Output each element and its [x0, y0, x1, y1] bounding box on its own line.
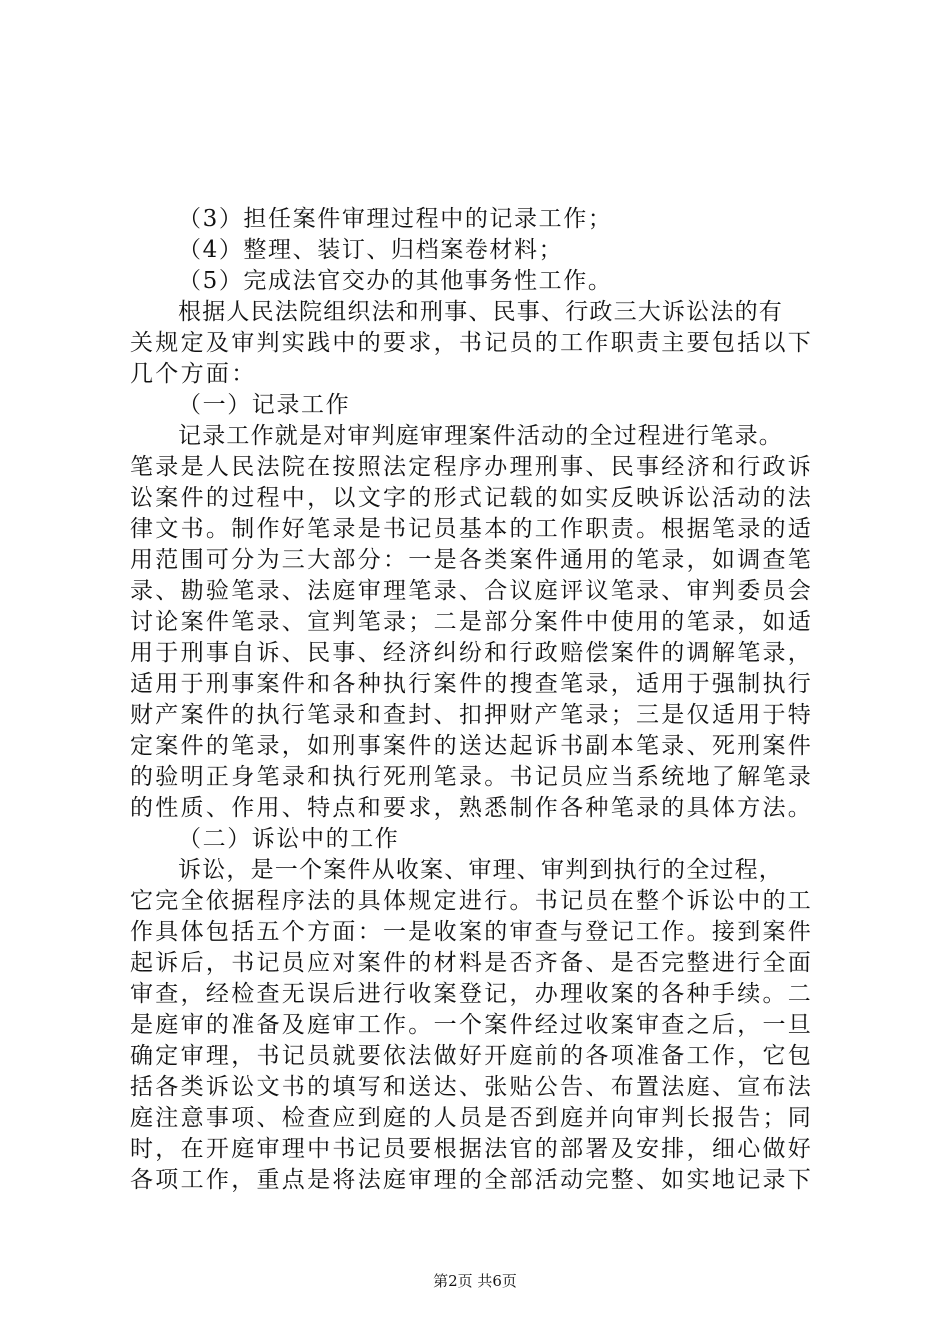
paragraph-line: 起诉后，书记员应对案件的材料是否齐备、是否完整进行全面 — [130, 950, 814, 976]
paragraph-line: 记录工作就是对审判庭审理案件活动的全过程进行笔录。 — [178, 423, 783, 449]
paragraph-line: 确定审理，书记员就要依法做好开庭前的各项准备工作，它包 — [130, 1043, 814, 1069]
paragraph-line: 是庭审的准备及庭审工作。一个案件经过收案审查之后，一旦 — [130, 1012, 814, 1038]
list-item-5: （5）完成法官交办的其他事务性工作。 — [178, 268, 613, 294]
paragraph-line: 时，在开庭审理中书记员要根据法官的部署及安排，细心做好 — [130, 1136, 814, 1162]
paragraph-line: 用范围可分为三大部分：一是各类案件通用的笔录，如调查笔 — [130, 547, 814, 573]
paragraph-line: 几个方面： — [130, 361, 257, 387]
document-body — [130, 204, 830, 1196]
paragraph-line: 审查，经检查无误后进行收案登记，办理收案的各种手续。二 — [130, 981, 814, 1007]
paragraph-line: 关规定及审判实践中的要求，书记员的工作职责主要包括以下 — [130, 330, 814, 356]
paragraph-line: 它完全依据程序法的具体规定进行。书记员在整个诉讼中的工 — [130, 888, 814, 914]
paragraph-line: 财产案件的执行笔录和查封、扣押财产笔录；三是仅适用于特 — [130, 702, 814, 728]
paragraph-line: 根据人民法院组织法和刑事、民事、行政三大诉讼法的有 — [178, 299, 783, 325]
paragraph-line: 讼案件的过程中，以文字的形式记载的如实反映诉讼活动的法 — [130, 485, 814, 511]
paragraph-line: 的性质、作用、特点和要求，熟悉制作各种笔录的具体方法。 — [130, 795, 814, 821]
paragraph-line: 定案件的笔录，如刑事案件的送达起诉书副本笔录、死刑案件 — [130, 733, 814, 759]
paragraph-line: 作具体包括五个方面：一是收案的审查与登记工作。接到案件 — [130, 919, 814, 945]
paragraph-line: 的验明正身笔录和执行死刑笔录。书记员应当系统地了解笔录 — [130, 764, 814, 790]
paragraph-line: 诉讼，是一个案件从收案、审理、审判到执行的全过程， — [178, 857, 783, 883]
list-item-3: （3）担任案件审理过程中的记录工作； — [178, 206, 613, 232]
paragraph-line: 笔录是人民法院在按照法定程序办理刑事、民事经济和行政诉 — [130, 454, 814, 480]
section-heading-recording: （一）记录工作 — [178, 392, 351, 418]
paragraph-line: 括各类诉讼文书的填写和送达、张贴公告、布置法庭、宣布法 — [130, 1074, 814, 1100]
paragraph-line: 律文书。制作好笔录是书记员基本的工作职责。根据笔录的适 — [130, 516, 814, 542]
list-item-4: （4）整理、装订、归档案卷材料； — [178, 237, 564, 263]
paragraph-line: 用于刑事自诉、民事、经济纠纷和行政赔偿案件的调解笔录， — [130, 640, 814, 666]
paragraph-line: 庭注意事项、检查应到庭的人员是否到庭并向审判长报告；同 — [130, 1105, 814, 1131]
page-number-footer: 第2页 共6页 — [433, 1272, 517, 1290]
section-heading-litigation: （二）诉讼中的工作 — [178, 826, 400, 852]
paragraph-line: 各项工作，重点是将法庭审理的全部活动完整、如实地记录下 — [130, 1167, 814, 1193]
paragraph-line: 讨论案件笔录、宣判笔录；二是部分案件中使用的笔录，如适 — [130, 609, 814, 635]
paragraph-line: 录、勘验笔录、法庭审理笔录、合议庭评议笔录、审判委员会 — [130, 578, 814, 604]
paragraph-line: 适用于刑事案件和各种执行案件的搜查笔录，适用于强制执行 — [130, 671, 814, 697]
